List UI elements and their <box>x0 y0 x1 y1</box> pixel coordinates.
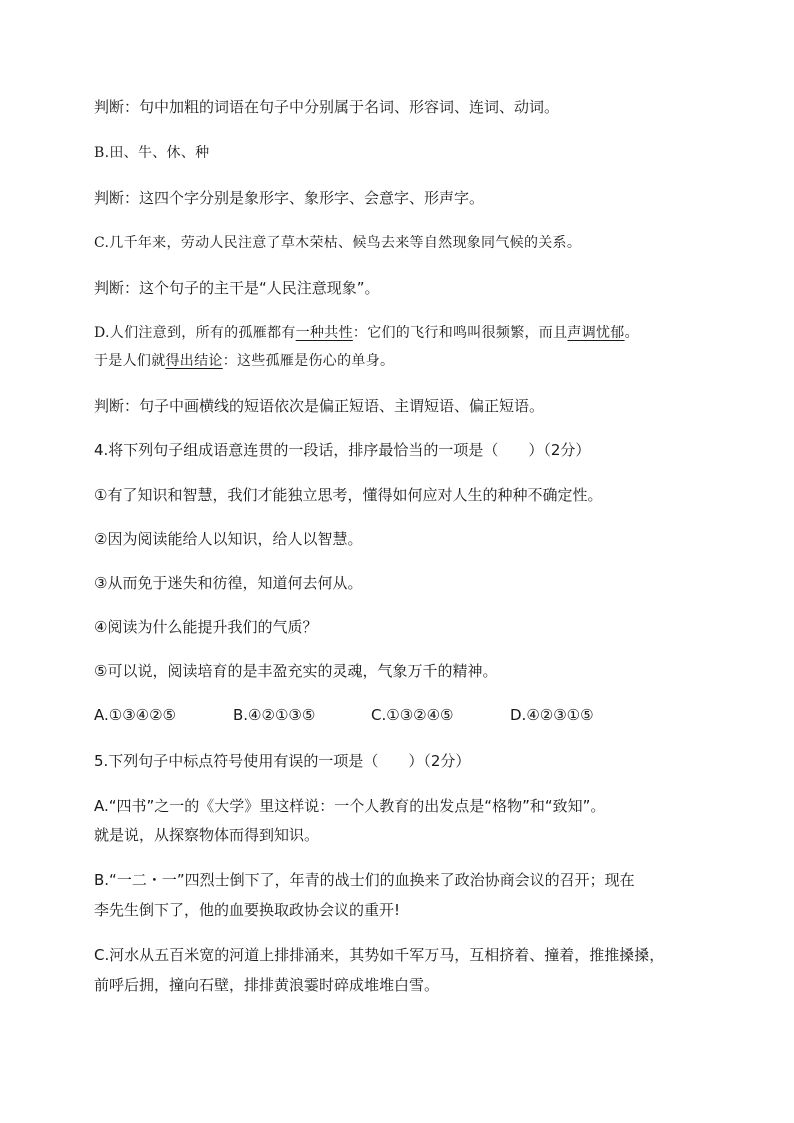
underlined-phrase-3: 得出结论 <box>165 353 223 369</box>
q5-option-b-line-2: 李先生倒下了，他的血要换取政协会议的重开! <box>94 901 401 919</box>
sentence-5: ⑤可以说，阅读培育的是丰盈充实的灵魂，气象万千的精神。 <box>94 662 498 680</box>
text-segment: 于是人们就 <box>94 353 166 369</box>
q5-option-a-line-2: 就是说，从探察物体而得到知识。 <box>94 826 320 844</box>
option-a: A.①③④②⑤ <box>94 706 177 724</box>
judgment-line-2: 判断：这四个字分别是象形字、象形字、会意字、形声字。 <box>94 189 485 207</box>
underlined-phrase-2: 声调忧郁 <box>567 325 625 341</box>
text-segment: ：它们的飞行和鸣叫很频繁，而且 <box>352 325 568 341</box>
q5-option-a-line-1: A.“四书”之一的《大学》里这样说：一个人教育的出发点是“格物”和“致知”。 <box>94 797 606 815</box>
sentence-1: ①有了知识和智慧，我们才能独立思考，懂得如何应对人生的种种不确定性。 <box>94 486 603 504</box>
judgment-line-3: 判断：这个句子的主干是“人民注意现象”。 <box>94 279 380 297</box>
option-c-statement: C.几千年来，劳动人民注意了草木荣枯、候鸟去来等自然现象同气候的关系。 <box>94 235 582 251</box>
sentence-3: ③从而免于迷失和彷徨，知道何去何从。 <box>94 574 363 592</box>
q5-option-c-line-2: 前呼后拥，撞向石壁，排排黄浪霎时碎成堆堆白雪。 <box>94 976 440 994</box>
question-4-title: 4.将下列句子组成语意连贯的一段话，排序最恰当的一项是（ ）（2分） <box>94 441 591 459</box>
option-b: B.④②①③⑤ <box>233 706 316 724</box>
option-b-statement: B.田、牛、休、种 <box>94 145 210 161</box>
sentence-4: ④阅读为什么能提升我们的气质？ <box>94 618 318 636</box>
question-5-title: 5.下列句子中标点符号使用有误的一项是（ ）（2分） <box>94 752 471 770</box>
option-d-statement-line-1 <box>94 323 639 343</box>
option-c: C.①③②④⑤ <box>371 706 454 724</box>
text-segment: ：这些孤雁是伤心的单身。 <box>222 353 395 369</box>
q5-option-c-line-1: C.河水从五百米宽的河道上排排涌来，其势如千军万马，互相挤着、撞着，推推搡搡， <box>94 946 665 964</box>
question-4-options <box>0 705 794 725</box>
q5-option-b-line-1: B.“一二・一”四烈士倒下了，年青的战士们的血换来了政治协商会议的召开；现在 <box>94 871 635 889</box>
judgment-line-1: 判断：句中加粗的词语在句子中分别属于名词、形容词、连词、动词。 <box>94 98 560 116</box>
text-segment: 。 <box>624 325 639 341</box>
text-segment: D.人们注意到，所有的孤雁都有 <box>94 325 296 341</box>
underlined-phrase-1: 一种共性 <box>295 325 353 341</box>
judgment-line-4: 判断：句子中画横线的短语依次是偏正短语、主谓短语、偏正短语。 <box>94 397 545 415</box>
option-d: D.④②③①⑤ <box>510 706 594 724</box>
option-d-statement-line-2 <box>94 351 394 371</box>
sentence-2: ②因为阅读能给人以知识，给人以智慧。 <box>94 530 363 548</box>
